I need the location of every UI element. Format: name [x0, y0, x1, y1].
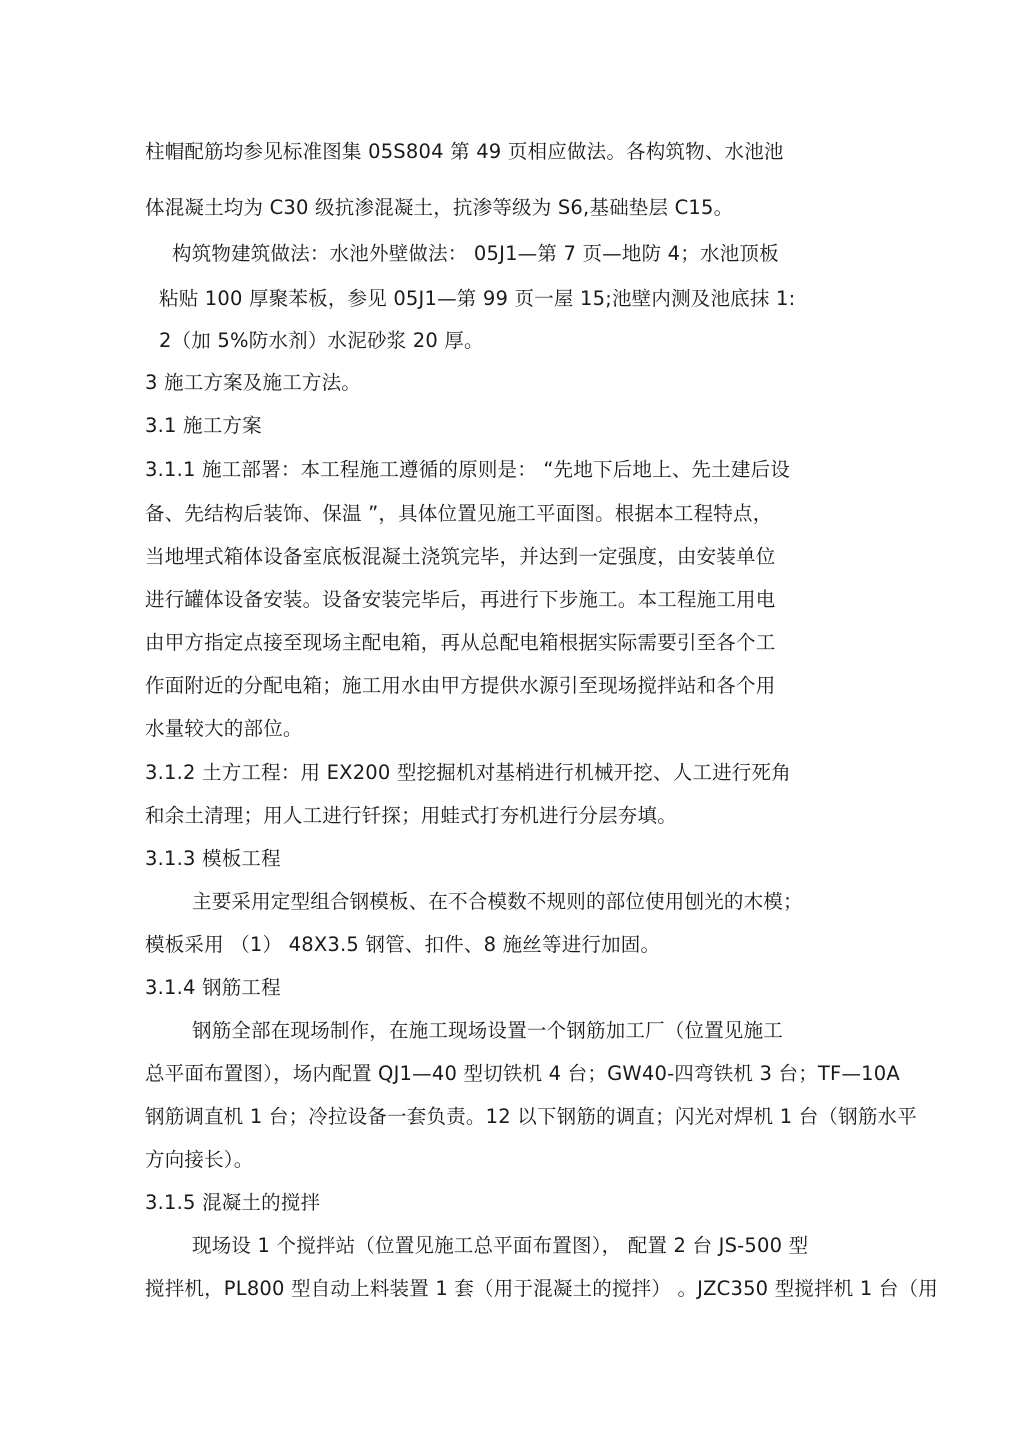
section-heading: 3.1.4 钢筋工程: [145, 976, 281, 999]
paragraph-line: 由甲方指定点接至现场主配电箱，再从总配电箱根据实际需要引至各个工: [145, 631, 776, 654]
paragraph-line: 备、先结构后装饰、保温 ”，具体位置见施工平面图。根据本工程特点，: [145, 502, 773, 525]
paragraph-line: 和余土清理；用人工进行钎探；用蛙式打夯机进行分层夯填。: [145, 804, 677, 827]
paragraph-line: 总平面布置图），场内配置 QJ1—40 型切铁机 4 台；GW40-四弯铁机 3 台；TF—10A: [145, 1062, 900, 1085]
section-heading: 3.1.5 混凝土的搅拌: [145, 1191, 321, 1214]
paragraph-line: 粘贴 100 厚聚苯板，参见 05J1—第 99 页一屋 15;池壁内测及池底抹 1:: [159, 287, 796, 310]
paragraph-line: 体混凝土均为 C30 级抗渗混凝土，抗渗等级为 S6,基础垫层 C15。: [145, 196, 734, 219]
paragraph-line: 钢筋调直机 1 台；冷拉设备一套负责。12 以下钢筋的调直；闪光对焊机 1 台（钢筋水平: [145, 1105, 917, 1128]
section-heading: 3.1.3 模板工程: [145, 847, 281, 870]
section-heading: 3 施工方案及施工方法。: [145, 371, 362, 394]
paragraph-line: 水量较大的部位。: [145, 717, 303, 740]
paragraph-line: 搅拌机，PL800 型自动上料装置 1 套（用于混凝土的搅拌） 。JZC350 型搅拌机 1 台（用: [145, 1277, 938, 1300]
paragraph-line: 当地埋式箱体设备室底板混凝土浇筑完毕，并达到一定强度，由安装单位: [145, 545, 776, 568]
paragraph-line: 钢筋全部在现场制作，在施工现场设置一个钢筋加工厂（位置见施工: [192, 1019, 784, 1042]
paragraph-line: 现场设 1 个搅拌站（位置见施工总平面布置图）， 配置 2 台 JS-500 型: [192, 1234, 809, 1257]
paragraph-line: 进行罐体设备安装。设备安装完毕后，再进行下步施工。本工程施工用电: [145, 588, 776, 611]
paragraph-line: 柱帽配筋均参见标准图集 05S804 第 49 页相应做法。各构筑物、水池池: [145, 140, 784, 163]
paragraph-line: 3.1.1 施工部署：本工程施工遵循的原则是： “先地下后地上、先土建后设: [145, 458, 791, 481]
paragraph-line: 作面附近的分配电箱；施工用水由甲方提供水源引至现场搅拌站和各个用: [145, 674, 776, 697]
paragraph-line: 3.1.2 土方工程：用 EX200 型挖掘机对基梢进行机械开挖、人工进行死角: [145, 761, 791, 784]
paragraph-line: 2（加 5%防水剂）水泥砂浆 20 厚。: [159, 329, 484, 352]
paragraph-line: 主要采用定型组合钢模板、在不合模数不规则的部位使用刨光的木模；: [192, 890, 803, 913]
paragraph-line: 方向接长）。: [145, 1148, 254, 1171]
paragraph-line: 模板采用 （1） 48X3.5 钢管、扣件、8 施丝等进行加固。: [145, 933, 661, 956]
paragraph-line: 构筑物建筑做法：水池外壁做法： 05J1—第 7 页—地防 4；水池顶板: [172, 242, 779, 265]
section-heading: 3.1 施工方案: [145, 414, 262, 437]
